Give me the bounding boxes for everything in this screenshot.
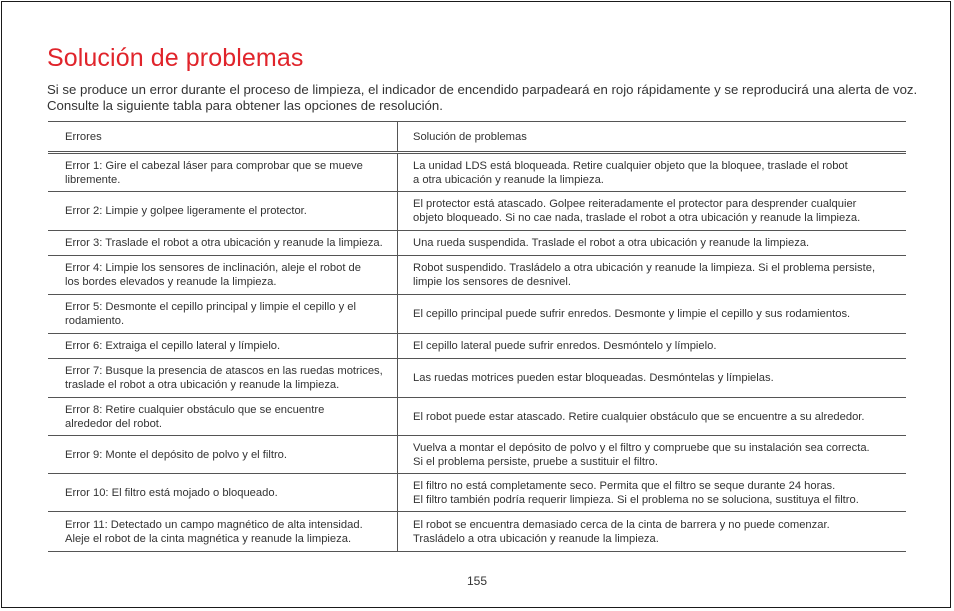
solution-text: Una rueda suspendida. Traslade el robot a otra ubicación y reanude la limpieza. <box>413 237 810 249</box>
solution-text: Robot suspendido. Trasládelo a otra ubicación y reanude la limpieza. Si el problema persiste, <box>413 262 876 274</box>
error-text: Error 3: Traslade el robot a otra ubicación y reanude la limpieza. <box>65 237 383 249</box>
error-cell <box>48 295 398 333</box>
solution-text: El protector está atascado. Golpee reiteradamente el protector para desprender cualquier <box>413 198 857 210</box>
error-cell <box>48 256 398 294</box>
solution-text: limpie los sensores de desnivel. <box>413 276 571 288</box>
intro-line: Consulte la siguiente tabla para obtener las opciones de resolución. <box>47 98 443 113</box>
table-row <box>48 512 906 551</box>
header-solution <box>398 130 906 144</box>
header-errors <box>48 122 398 151</box>
solution-cell <box>398 197 906 225</box>
solution-cell <box>398 518 906 546</box>
solution-cell <box>398 441 906 469</box>
error-cell <box>48 512 398 551</box>
error-text: Error 11: Detectado un campo magnético de alta intensidad. <box>65 518 363 531</box>
error-text: libremente. <box>65 173 121 186</box>
solution-cell <box>398 307 906 321</box>
intro-paragraph <box>47 82 922 114</box>
header-solution-label: Solución de problemas <box>413 130 527 143</box>
error-cell <box>48 436 398 473</box>
error-text: rodamiento. <box>65 315 125 327</box>
page-title: Solución de problemas <box>47 44 304 72</box>
error-text: los bordes elevados y reanude la limpieza. <box>65 276 277 288</box>
error-text: traslade el robot a otra ubicación y reanude la limpieza. <box>65 379 340 391</box>
solution-text: El robot se encuentra demasiado cerca de la cinta de barrera y no puede comenzar. <box>413 518 830 531</box>
error-text: Error 4: Limpie los sensores de inclinación, aleje el robot de <box>65 262 362 274</box>
error-cell <box>48 154 398 191</box>
error-text: Error 5: Desmonte el cepillo principal y limpie el cepillo y el <box>65 301 356 313</box>
table-row <box>48 436 906 474</box>
solution-text: La unidad LDS está bloqueada. Retire cualquier objeto que la bloquee, traslade el robot <box>413 159 848 172</box>
intro-line: Si se produce un error durante el proceso de limpieza, el indicador de encendido parpadeará en rojo rápidamente y se reproducirá una alerta de voz. <box>47 82 918 97</box>
solution-cell <box>398 339 906 353</box>
error-cell <box>48 474 398 511</box>
solution-text: El cepillo lateral puede sufrir enredos. Desmóntelo y límpielo. <box>413 340 717 352</box>
solution-cell <box>398 410 906 424</box>
solution-cell <box>398 261 906 289</box>
table-row <box>48 256 906 295</box>
error-cell <box>48 334 398 358</box>
error-cell <box>48 231 398 255</box>
solution-cell <box>398 236 906 250</box>
solution-text: objeto bloqueado. Si no cae nada, traslade el robot a otra ubicación y reanude la limpieza. <box>413 212 861 224</box>
solution-cell <box>398 479 906 507</box>
error-text: Error 2: Limpie y golpee ligeramente el protector. <box>65 205 307 217</box>
table-row <box>48 334 906 359</box>
table-row <box>48 359 906 398</box>
solution-text: El filtro también podría requerir limpieza. Si el problema no se soluciona, sustituya el filtro. <box>413 493 859 506</box>
solution-cell <box>398 371 906 385</box>
solution-text: Las ruedas motrices pueden estar bloqueadas. Desmóntelas y límpielas. <box>413 372 774 384</box>
error-text: Error 9: Monte el depósito de polvo y el filtro. <box>65 448 287 461</box>
troubleshooting-table <box>48 121 906 552</box>
solution-text: a otra ubicación y reanude la limpieza. <box>413 173 604 186</box>
error-text: Error 10: El filtro está mojado o bloqueado. <box>65 486 278 499</box>
solution-text: El robot puede estar atascado. Retire cualquier obstáculo que se encuentre a su alrededor. <box>413 410 865 423</box>
error-text: Error 7: Busque la presencia de atascos en las ruedas motrices, <box>65 365 383 377</box>
error-cell <box>48 192 398 230</box>
table-row <box>48 295 906 334</box>
solution-text: Trasládelo a otra ubicación y reanude la limpieza. <box>413 532 659 545</box>
table-header-row <box>48 122 906 154</box>
table-body <box>48 154 906 551</box>
table-row <box>48 231 906 256</box>
solution-cell <box>398 159 906 187</box>
table-row <box>48 192 906 231</box>
solution-text: Vuelva a montar el depósito de polvo y el filtro y compruebe que su instalación sea correcta. <box>413 441 870 454</box>
page-number: 155 <box>466 574 488 588</box>
error-text: Aleje el robot de la cinta magnética y reanude la limpieza. <box>65 532 352 545</box>
table-row <box>48 474 906 512</box>
solution-text: Si el problema persiste, pruebe a sustituir el filtro. <box>413 455 658 468</box>
error-text: Error 6: Extraiga el cepillo lateral y límpielo. <box>65 340 281 352</box>
header-errors-label: Errores <box>65 130 102 143</box>
error-text: Error 1: Gire el cabezal láser para comprobar que se mueve <box>65 159 363 172</box>
table-row <box>48 398 906 436</box>
table-row <box>48 154 906 192</box>
error-text: Error 8: Retire cualquier obstáculo que se encuentre <box>65 403 325 416</box>
solution-text: El filtro no está completamente seco. Permita que el filtro se seque durante 24 horas. <box>413 479 836 492</box>
error-cell <box>48 398 398 435</box>
error-cell <box>48 359 398 397</box>
solution-text: El cepillo principal puede sufrir enredos. Desmonte y limpie el cepillo y sus rodamientos. <box>413 308 851 320</box>
error-text: alrededor del robot. <box>65 417 163 430</box>
